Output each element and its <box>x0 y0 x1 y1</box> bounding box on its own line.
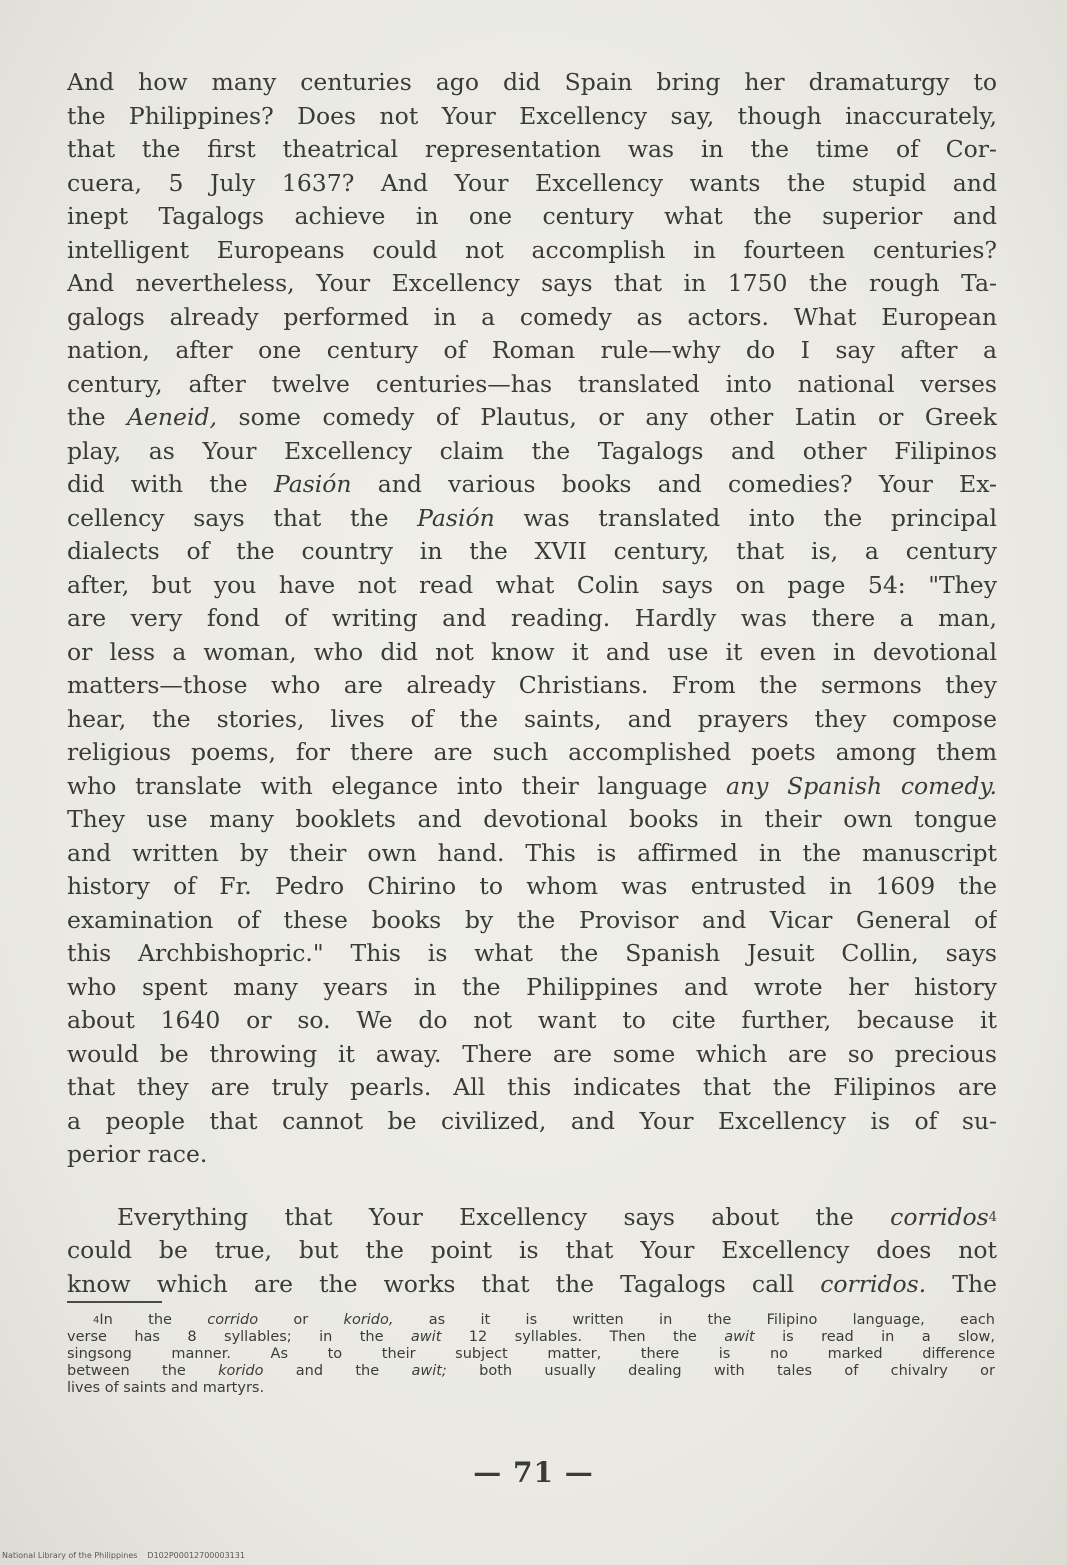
italic-term: awit <box>724 1329 755 1345</box>
italic-phrase: any Spanish comedy. <box>726 771 997 800</box>
text-segment: between the <box>67 1363 219 1379</box>
text-line: this Archbishopric." This is what the Spanish Jesuit Collin, says <box>67 939 997 967</box>
footnote-line <box>67 1312 995 1329</box>
footnote-marker: 4 <box>988 1209 997 1225</box>
page-number: — 71 — <box>473 1456 594 1489</box>
italic-term: korido, <box>343 1312 394 1328</box>
text-line: or less a woman, who did not know it and use it even in devotional <box>67 637 997 666</box>
italic-term: awit <box>410 1329 442 1345</box>
italic-title: Pasión <box>273 470 352 498</box>
text-segment: In the <box>99 1312 208 1328</box>
footnote-line <box>67 1363 995 1380</box>
italic-term: corridos. <box>820 1269 927 1298</box>
text-segment: Everything that Your Excellency says about the <box>117 1202 891 1231</box>
footnote-line <box>67 1380 995 1397</box>
text-line: after, but you have not read what Colin says on page 54: "They <box>67 570 997 599</box>
text-line: intelligent Europeans could not accomplish in fourteen centuries? <box>67 235 997 264</box>
text-line: cuera, 5 July 1637? And Your Excellency wants the stupid and <box>67 168 997 197</box>
text-line: that they are truly pearls. All this indicates that the Filipinos are <box>67 1073 997 1101</box>
text-segment: did with the <box>67 470 274 498</box>
italic-title: Aeneid, <box>127 403 217 431</box>
text-segment: is read in a slow, <box>754 1329 995 1345</box>
text-segment: cellency says that the <box>67 503 418 532</box>
paragraph-1 <box>67 66 997 1172</box>
text-line: dialects of the country in the XVII century, that is, a century <box>67 537 997 565</box>
text-line <box>67 468 997 502</box>
text-line: and written by their own hand. This is affirmed in the manuscript <box>67 838 997 867</box>
text-line: inept Tagalogs achieve in one century what the superior and <box>67 202 997 230</box>
text-segment: lives of saints and martyrs. <box>67 1380 265 1396</box>
paragraph-2 <box>67 1201 997 1302</box>
italic-title: Pasión <box>417 503 495 532</box>
text-line: matters—those who are already Christians. From the sermons they <box>67 671 997 699</box>
archive-label <box>2 1551 255 1560</box>
text-line: nation, after one century of Roman rule—why do I say after a <box>67 336 997 364</box>
text-line <box>67 401 997 435</box>
text-segment: and the <box>263 1363 412 1379</box>
archive-code: D102P00012700003131 <box>147 1551 245 1560</box>
text-line: And how many centuries ago did Spain bring her dramaturgy to <box>67 68 997 96</box>
text-segment: as it is written in the Filipino language, each <box>393 1312 995 1328</box>
text-line: perior race. <box>67 1140 208 1168</box>
italic-term: corrido <box>207 1312 259 1328</box>
footnote-line <box>67 1346 995 1363</box>
text-line: examination of these books by the Provisor and Vicar General of <box>67 905 997 934</box>
footnote-divider <box>67 1301 162 1303</box>
italic-term: corridos <box>890 1202 989 1231</box>
text-line: would be throwing it away. There are some which are so precious <box>67 1039 997 1068</box>
text-line: religious poems, for there are such accomplished poets among them <box>67 738 997 766</box>
text-segment: both usually dealing with tales of chivalry or <box>446 1363 995 1379</box>
text-line: about 1640 or so. We do not want to cite further, because it <box>67 1006 997 1034</box>
text-segment: was translated into the principal <box>494 503 997 532</box>
italic-term: korido <box>218 1363 264 1379</box>
text-segment: singsong manner. As to their subject matter, there is no marked difference <box>67 1346 995 1362</box>
text-segment: know which are the works that the Tagalogs call <box>67 1269 821 1298</box>
main-text <box>67 66 997 1301</box>
text-line <box>67 1201 997 1235</box>
text-segment: verse has 8 syllables; in the <box>67 1329 411 1345</box>
text-segment: and various books and comedies? Your Ex- <box>351 470 997 498</box>
text-line: a people that cannot be civilized, and Your Excellency is of su- <box>67 1106 997 1135</box>
text-line: They use many booklets and devotional books in their own tongue <box>67 805 997 833</box>
italic-term: awit; <box>411 1363 447 1379</box>
text-line: are very fond of writing and reading. Hardly was there a man, <box>67 604 997 632</box>
text-segment: The <box>926 1269 997 1298</box>
text-line <box>67 770 997 804</box>
text-line: And nevertheless, Your Excellency says that in 1750 the rough Ta- <box>67 269 997 297</box>
text-segment: who translate with elegance into their language <box>67 771 727 800</box>
text-segment: 12 syllables. Then the <box>441 1329 725 1345</box>
text-line: history of Fr. Pedro Chirino to whom was entrusted in 1609 the <box>67 872 997 900</box>
archive-institution: National Library of the Philippines <box>2 1551 138 1560</box>
text-line: that the first theatrical representation was in the time of Cor- <box>67 135 997 163</box>
text-line: century, after twelve centuries—has translated into national verses <box>67 369 997 398</box>
footnote <box>67 1312 995 1397</box>
footnote-line <box>67 1329 995 1346</box>
text-segment: some comedy of Plautus, or any other Latin or Greek <box>217 403 997 431</box>
text-segment: the <box>67 403 128 431</box>
text-line: the Philippines? Does not Your Excellency say, though inaccurately, <box>67 101 997 130</box>
text-line <box>67 502 997 536</box>
text-line: galogs already performed in a comedy as actors. What European <box>67 302 997 331</box>
text-line <box>67 1268 997 1302</box>
text-segment: or <box>258 1312 344 1328</box>
text-line: could be true, but the point is that Your Excellency does not <box>67 1236 997 1264</box>
text-line: hear, the stories, lives of the saints, and prayers they compose <box>67 704 997 733</box>
footnote-number: 4 <box>93 1315 100 1326</box>
text-line: who spent many years in the Philippines and wrote her history <box>67 972 997 1001</box>
text-line: play, as Your Excellency claim the Tagalogs and other Filipinos <box>67 436 997 465</box>
